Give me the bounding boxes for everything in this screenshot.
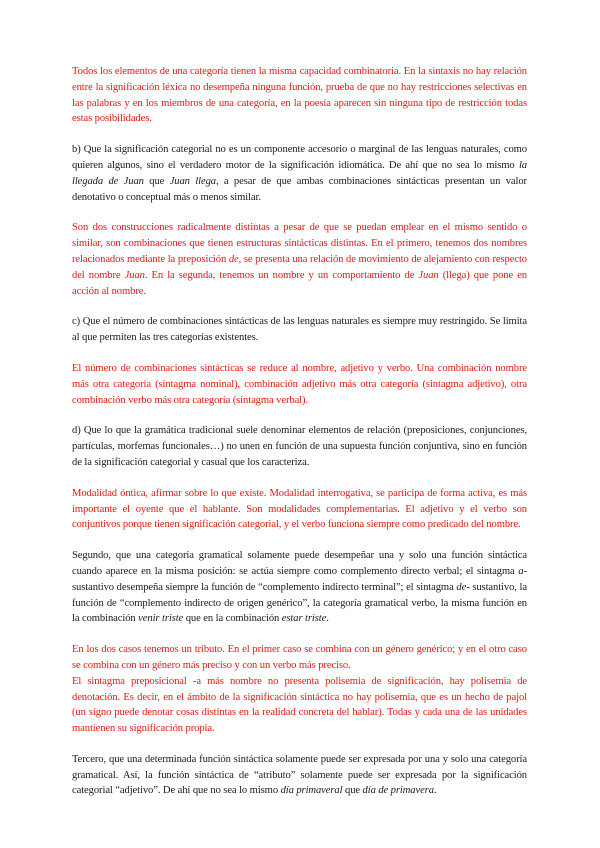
italic-text: venir triste [138,613,184,625]
paragraph-p6 [72,423,527,470]
italic-text: de [228,253,239,265]
text-run: El número de combinaciones sintácticas se reduce al nombre, adjetivo y verbo. Una combinación nombre más otra categoría (sintagma nominal), combinación adjetivo más otra categoría (sintagma adjetivo), otra combinación verbo más otra categoría (sintagma verbal). [72,362,527,406]
text-run: El sintagma preposicional -a más nombre no presenta polisemia de significación, hay polisemia de denotación. Es decir, en el ámbito de la significación sintáctica no hay polisemia, que es un hecho de pajol (un signo puede denotar cosas distintas en la realidad concreta del hablar). Todas y cada una de las unidades mantienen su significación propia. [72,675,527,735]
italic-text: Juan llega [169,175,216,187]
text-run: d) Que lo que la gramática tradicional suele denominar elementos de relación (preposiciones, conjunciones, partículas, morfemas funcionales…) no unen en función de una supuesta función conjuntiva, sino en función de la significación categorial y casual que los caracteriza. [72,425,527,468]
paragraph-p2 [72,142,527,205]
text-run: Modalidad óntica, afirmar sobre lo que existe. Modalidad interrogativa, se participa de forma activa, es más importante el oyente que el hablante. Son modalidades complementarias. El adjetivo y el verbo son conjuntivos porque tienen significación categorial, y el verbo funciona siempre como predicado del nombre. [72,487,527,531]
text-run: . [326,613,329,625]
italic-text: a- [518,565,527,577]
paragraph-p4 [72,314,527,346]
italic-text: la llegada de Juan [72,159,527,187]
text-run: que [143,175,170,187]
text-run: (llega) que pone en acción al nombre. [72,269,527,297]
text-run: Tercero, que una determinada función sintáctica solamente puede ser expresada por una y solo una categoría gramatical. Así, la función sintáctica de “atributo” solamente puede ser expresada por la significación categorial “adjetivo”. De ahí que no sea lo mismo [72,753,527,797]
text-run: b) Que la significación categorial no es un componente accesorio o marginal de las lenguas naturales, como quieren algunos, sino el verdadero motor de la significación idiomática. De ahí que no sea lo mismo [72,144,527,171]
text-run: . En la segunda, tenemos un nombre y un comportamiento de [144,269,419,281]
paragraph-p11 [72,752,527,799]
text-run: c) Que el número de combinaciones sintácticas de las lenguas naturales es siempre muy restringido. Se limita al que permiten las tres categorías existentes. [72,316,527,344]
italic-text: estar triste [281,613,327,625]
paragraph-p1 [72,64,527,127]
paragraph-p5 [72,361,527,408]
text-run: . [433,785,437,797]
paragraph-p3 [72,220,527,299]
italic-text: día de primavera [362,785,434,797]
paragraph-p7 [72,486,527,533]
paragraph-p8 [72,548,527,627]
italic-text: de- [456,581,470,593]
italic-text: Juan [124,269,145,281]
italic-text: día primaveral [280,785,343,797]
italic-text: Juan [418,269,439,281]
text-run: Todos los elementos de una categoría tienen la misma capacidad combinatoria. En la sintaxis no hay relación entre la significación léxica no desempeña ninguna función, prueba de que no hay restricciones selectivas en las palabras y en los miembros de una categoría, en la poesía aparecen sin ninguna tipo de restricción todas estas posibilidades. [72,66,527,125]
text-run: sustantivo desempeña siempre la función de “complemento indirecto terminal”; el sintagma [72,581,457,593]
text-run: Segundo, que una categoría gramatical solamente puede desempeñar una y solo una función sintáctica cuando aparece en la misma posición: se actúa siempre como complemento directo verbal; el sintagma [72,550,527,577]
text-run: , se presenta una relación de movimiento de alejamiento con respecto del nombre [72,253,527,281]
text-run: En los dos casos tenemos un tributo. En el primer caso se combina con un género genérico; y en el otro caso se combina con un género más preciso y con un verbo más preciso. [72,644,527,671]
document-body [72,64,527,814]
text-run: Son dos construcciones radicalmente distintas a pesar de que se puedan emplear en el mismo sentido o similar, son combinaciones que tienen estructuras sintácticas distintas. En el primero, tenemos dos nombres relacionados mediante la preposición [72,222,527,265]
paragraph-p9 [72,642,527,674]
paragraph-p10 [72,674,527,737]
text-run: que en la combinación [183,613,282,625]
text-run: , a pesar de que ambas combinaciones sintácticas presentan un valor denotativo o conceptual más o menos similar. [72,175,527,203]
text-run: que [342,785,363,797]
text-run: sustantivo, la función de “complemento indirecto de origen genérico”, la categoría gramatical verbo, la misma función en la combinación [72,581,527,625]
